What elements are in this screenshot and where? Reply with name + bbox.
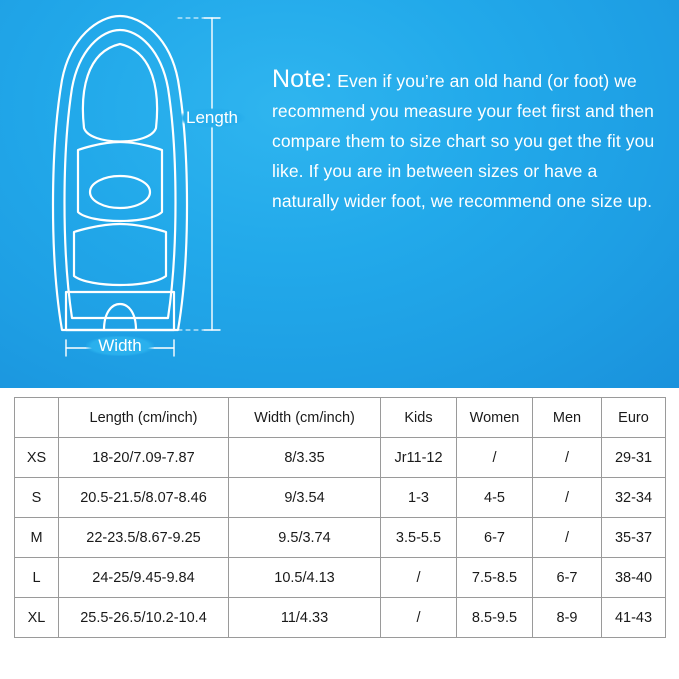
cell-size: M [15, 518, 59, 558]
cell-euro: 32-34 [602, 478, 666, 518]
cell-length: 20.5-21.5/8.07-8.46 [59, 478, 229, 518]
cell-length: 25.5-26.5/10.2-10.4 [59, 598, 229, 638]
table-row [15, 438, 666, 478]
cell-size: XL [15, 598, 59, 638]
header-cell-size [15, 398, 59, 438]
cell-length: 24-25/9.45-9.84 [59, 558, 229, 598]
header-cell-women: Women [457, 398, 533, 438]
cell-size: L [15, 558, 59, 598]
header-cell-men: Men [533, 398, 602, 438]
header-cell-length: Length (cm/inch) [59, 398, 229, 438]
size-table-container [14, 397, 665, 638]
size-table [14, 397, 666, 638]
fin-mid-ellipse [90, 176, 150, 208]
cell-women: 6-7 [457, 518, 533, 558]
cell-men: 6-7 [533, 558, 602, 598]
note-lead: Note: [272, 65, 333, 93]
header-cell-euro: Euro [602, 398, 666, 438]
note-body: Even if you’re an old hand (or foot) we recommend you measure your feet first and then compare them to size chart so you get the fit you like. If you are in between sizes or have a naturally wider foot, we recommend one size up. [272, 71, 655, 212]
cell-width: 10.5/4.13 [229, 558, 381, 598]
header-cell-kids: Kids [381, 398, 457, 438]
cell-length: 22-23.5/8.67-9.25 [59, 518, 229, 558]
cell-women: 4-5 [457, 478, 533, 518]
table-row [15, 558, 666, 598]
cell-men: 8-9 [533, 598, 602, 638]
cell-men: / [533, 518, 602, 558]
cell-width: 11/4.33 [229, 598, 381, 638]
table-header-row [15, 398, 666, 438]
fin-foot-pocket [74, 224, 166, 285]
fin-inner-outline [65, 30, 176, 318]
cell-men: / [533, 478, 602, 518]
cell-men: / [533, 438, 602, 478]
cell-size: S [15, 478, 59, 518]
width-label: Width [86, 336, 154, 356]
cell-kids: / [381, 598, 457, 638]
cell-kids: / [381, 558, 457, 598]
cell-width: 9/3.54 [229, 478, 381, 518]
fin-mid-panel [78, 142, 162, 221]
table-row [15, 598, 666, 638]
fin-toe-window [83, 44, 157, 142]
fin-heel-band [66, 292, 174, 330]
cell-euro: 41-43 [602, 598, 666, 638]
cell-women: 8.5-9.5 [457, 598, 533, 638]
table-row [15, 478, 666, 518]
cell-euro: 35-37 [602, 518, 666, 558]
header-cell-width: Width (cm/inch) [229, 398, 381, 438]
cell-kids: Jr11-12 [381, 438, 457, 478]
cell-women: 7.5-8.5 [457, 558, 533, 598]
cell-length: 18-20/7.09-7.87 [59, 438, 229, 478]
fin-outline [53, 16, 187, 330]
cell-euro: 38-40 [602, 558, 666, 598]
length-label: Length [178, 108, 246, 128]
cell-kids: 1-3 [381, 478, 457, 518]
cell-euro: 29-31 [602, 438, 666, 478]
cell-women: / [457, 438, 533, 478]
cell-size: XS [15, 438, 59, 478]
cell-width: 9.5/3.74 [229, 518, 381, 558]
cell-width: 8/3.35 [229, 438, 381, 478]
table-row [15, 518, 666, 558]
note-block [272, 66, 656, 216]
cell-kids: 3.5-5.5 [381, 518, 457, 558]
